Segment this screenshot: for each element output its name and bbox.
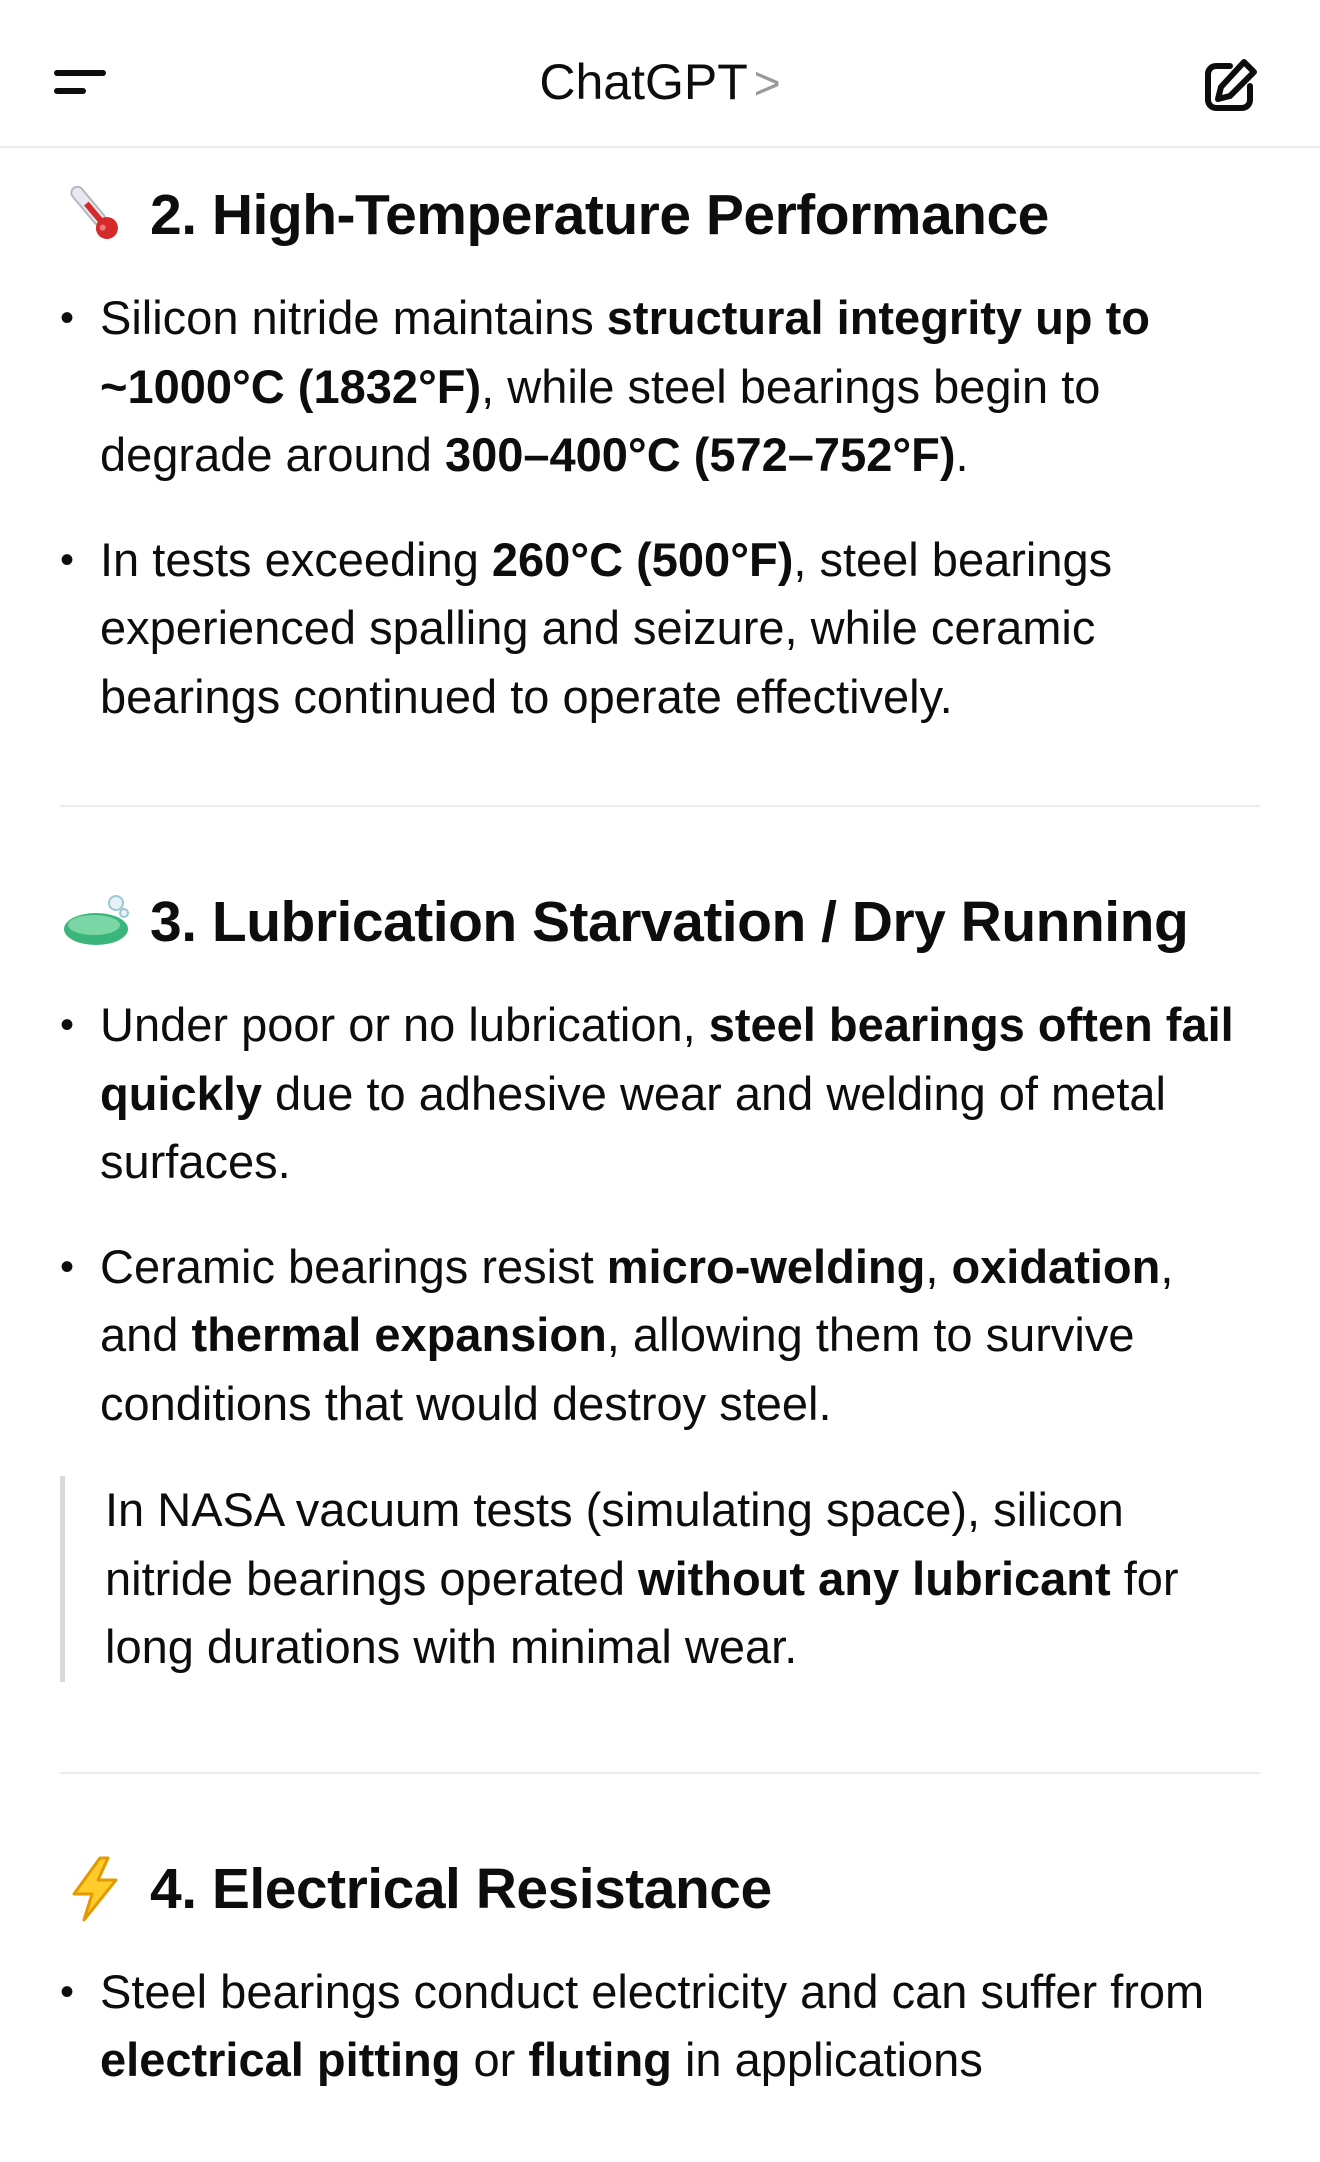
message-content bbox=[60, 160, 1260, 2131]
model-selector[interactable] bbox=[0, 52, 1320, 113]
list-item: • Ceramic bearings resist micro-welding, oxidation, and thermal expansion, allowing them to survive conditions that would destroy steel. bbox=[60, 1233, 1260, 1439]
section-title: 3. Lubrication Starvation / Dry Running bbox=[150, 890, 1189, 954]
list-item: • Steel bearings conduct electricity and can suffer from electrical pitting or fluting in applications bbox=[60, 1958, 1260, 2095]
edit-icon bbox=[1196, 54, 1262, 120]
section-title: 2. High-Temperature Performance bbox=[150, 183, 1049, 247]
soap-icon bbox=[60, 889, 132, 955]
blockquote: In NASA vacuum tests (simulating space), silicon nitride bearings operated without any lubricant for long durations with minimal wear. bbox=[60, 1476, 1260, 1682]
section-heading bbox=[60, 180, 1260, 250]
new-chat-button[interactable] bbox=[1196, 54, 1262, 120]
list-item: • Under poor or no lubrication, steel bearings often fail quickly due to adhesive wear and welding of metal surfaces. bbox=[60, 991, 1260, 1197]
list-item: • In tests exceeding 260°C (500°F), steel bearings experienced spalling and seizure, while ceramic bearings continued to operate effectively. bbox=[60, 526, 1260, 732]
list-item: • Silicon nitride maintains structural integrity up to ~1000°C (1832°F), while steel bearings begin to degrade around 300–400°C (572–752°F). bbox=[60, 284, 1260, 490]
app-title: ChatGPT bbox=[539, 54, 748, 110]
bullet-list bbox=[60, 284, 1260, 731]
chevron-right-icon: > bbox=[753, 57, 781, 109]
bullet-list bbox=[60, 991, 1260, 1438]
top-bar bbox=[0, 0, 1320, 148]
bullet-list bbox=[60, 1958, 1260, 2095]
high-voltage-icon bbox=[60, 1856, 132, 1922]
section-divider bbox=[60, 1772, 1260, 1774]
thermometer-icon bbox=[60, 182, 132, 248]
section-heading bbox=[60, 887, 1260, 957]
section-heading bbox=[60, 1854, 1260, 1924]
section-divider bbox=[60, 805, 1260, 807]
section-title: 4. Electrical Resistance bbox=[150, 1856, 772, 1921]
